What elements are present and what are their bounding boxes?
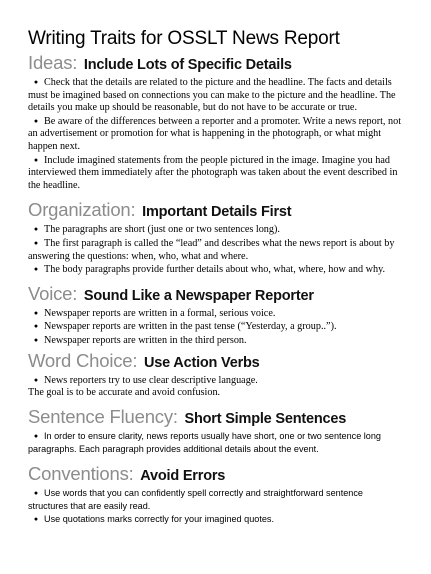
section-conventions <box>28 462 403 527</box>
trait-name: Conventions: <box>28 462 134 484</box>
bullet-icon: ● <box>33 308 39 317</box>
bullet-list <box>28 430 403 456</box>
trait-subtitle: Include Lots of Specific Details <box>83 57 292 73</box>
list-item: ● Check that the details are related to the picture and the headline. The facts and details must be imagined based on connections you can make to the picture and the headline. The details you make up should be reasonable, but do not have to be accurate or true. <box>28 77 396 114</box>
list-item: ● News reporters try to use clear descriptive language. <box>28 374 403 388</box>
section-ideas <box>28 51 403 192</box>
trait-name: Sentence Fluency: <box>28 405 178 427</box>
section-heading <box>28 198 403 223</box>
trait-name: Ideas: <box>28 52 78 73</box>
section-sentence-fluency <box>28 405 403 456</box>
body-text: The goal is to be accurate and avoid confusion. <box>28 387 221 399</box>
bullet-list <box>28 374 403 388</box>
section-heading <box>28 349 403 374</box>
bullet-icon: ● <box>33 238 39 247</box>
bullet-icon: ● <box>33 516 39 524</box>
trait-subtitle: Short Simple Sentences <box>184 410 347 427</box>
bullet-list <box>28 76 403 192</box>
bullet-icon: ● <box>33 155 39 164</box>
section-organization <box>28 198 403 276</box>
bullet-icon: ● <box>33 225 39 234</box>
section-voice <box>28 282 403 348</box>
bullet-icon: ● <box>33 489 39 497</box>
page-title: Writing Traits for OSSLT News Report <box>28 28 340 49</box>
bullet-list <box>28 307 403 348</box>
list-item: ● Include imagined statements from the people pictured in the image. Imagine you had interviewed them immediately after the photograph was taken about the event described in the headline. <box>28 154 398 191</box>
list-item: ● Be aware of the differences between a reporter and a promoter. Write a news report, not an advertisement or promotion for what is happening in the photograph, or what might happen next. <box>28 115 402 152</box>
bullet-icon: ● <box>33 335 39 344</box>
bullet-icon: ● <box>33 265 39 274</box>
bullet-icon: ● <box>33 116 39 125</box>
section-heading <box>28 405 403 430</box>
list-item: ● Newspaper reports are written in a formal, serious voice. <box>28 307 403 321</box>
bullet-list <box>28 487 403 527</box>
bullet-icon: ● <box>33 432 39 440</box>
trait-name: Voice: <box>28 282 78 304</box>
section-word-choice <box>28 349 403 400</box>
trait-subtitle: Avoid Errors <box>140 467 226 484</box>
bullet-icon: ● <box>33 322 39 331</box>
section-heading <box>28 282 403 307</box>
list-item: ● The paragraphs are short (just one or two sentences long). <box>28 223 403 237</box>
section-heading <box>28 462 403 487</box>
trait-name: Organization: <box>28 199 136 221</box>
trait-subtitle: Important Details First <box>142 204 292 221</box>
bullet-list <box>28 223 403 276</box>
list-item: ● Use quotations marks correctly for your imagined quotes. <box>28 513 403 527</box>
section-heading <box>28 51 403 76</box>
list-item: ● The body paragraphs provide further details about who, what, where, how and why. <box>28 263 403 277</box>
list-item: ● Newspaper reports are written in the third person. <box>28 334 403 348</box>
list-item: ● The first paragraph is called the “lead” and describes what the news report is about by answering the questions: when, who, what and where. <box>28 237 395 262</box>
list-item: ● In order to ensure clarity, news reports usually have short, one or two sentence long paragraphs. Each paragraph provides additional details about the event. <box>28 430 381 455</box>
list-item: ● Newspaper reports are written in the past tense (“Yesterday, a group..”). <box>28 320 403 334</box>
trait-subtitle: Sound Like a Newspaper Reporter <box>83 287 314 304</box>
bullet-icon: ● <box>33 375 39 384</box>
trait-name: Word Choice: <box>28 349 138 371</box>
list-item: ● Use words that you can confidently spell correctly and straightforward sentence structures that are easily read. <box>28 487 363 512</box>
trait-subtitle: Use Action Verbs <box>144 354 260 371</box>
bullet-icon: ● <box>33 78 39 86</box>
